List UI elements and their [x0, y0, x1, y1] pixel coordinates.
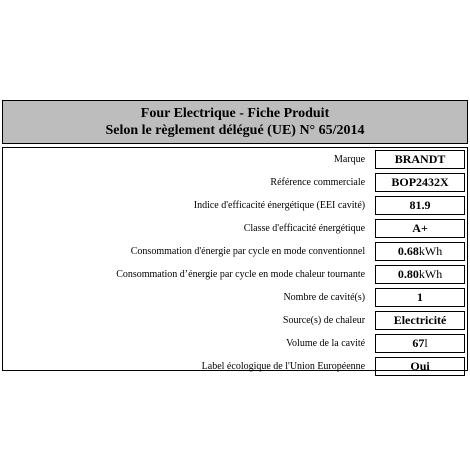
row-value-box — [375, 150, 465, 169]
row-value-box — [375, 265, 465, 284]
table-row — [3, 332, 467, 355]
row-value-box — [375, 334, 465, 353]
table-row — [3, 194, 467, 217]
row-value-box — [375, 173, 465, 192]
row-label: Source(s) de chaleur — [282, 315, 366, 326]
row-label: Label écologique de l'Union Européenne — [201, 361, 366, 372]
row-value-box — [375, 219, 465, 238]
table-row — [3, 286, 467, 309]
fiche-title: Four Electrique - Fiche Produit — [140, 106, 330, 121]
table-row — [3, 263, 467, 286]
row-value-box — [375, 242, 465, 261]
row-value: Oui — [410, 359, 430, 373]
row-value-box — [375, 357, 465, 376]
table-row — [3, 171, 467, 194]
row-label: Volume de la cavité — [286, 338, 366, 349]
row-value-box — [375, 196, 465, 215]
row-value: 0.68 — [397, 244, 419, 258]
row-label: Référence commerciale — [270, 177, 366, 188]
row-value: 67 — [412, 336, 425, 350]
row-unit: kWh — [418, 267, 443, 281]
fiche-subtitle: Selon le règlement délégué (UE) N° 65/2014 — [105, 123, 365, 138]
row-label: Nombre de cavité(s) — [283, 292, 366, 303]
fiche-table — [2, 147, 468, 371]
row-value: 0.80 — [397, 267, 419, 281]
row-value: A+ — [412, 221, 428, 235]
row-value: Electricité — [393, 313, 447, 327]
row-label: Classe d'efficacité énergétique — [243, 223, 366, 234]
row-unit: kWh — [418, 244, 443, 258]
row-label: Indice d'efficacité énergétique (EEI cavité) — [193, 200, 366, 211]
row-unit: l — [424, 336, 428, 350]
row-value-box — [375, 311, 465, 330]
table-row — [3, 355, 467, 378]
table-row — [3, 148, 467, 171]
row-value: 81.9 — [409, 198, 431, 212]
row-value: 1 — [417, 290, 424, 304]
row-label: Consommation d'énergie par cycle en mode conventionnel — [130, 246, 366, 257]
fiche-header — [2, 100, 468, 144]
table-row — [3, 240, 467, 263]
row-value-box — [375, 288, 465, 307]
row-label: Consommation d’énergie par cycle en mode chaleur tournante — [116, 269, 366, 280]
table-row — [3, 309, 467, 332]
table-row — [3, 217, 467, 240]
row-value: BOP2432X — [391, 175, 449, 189]
row-value: BRANDT — [394, 152, 446, 166]
row-label: Marque — [333, 154, 366, 165]
